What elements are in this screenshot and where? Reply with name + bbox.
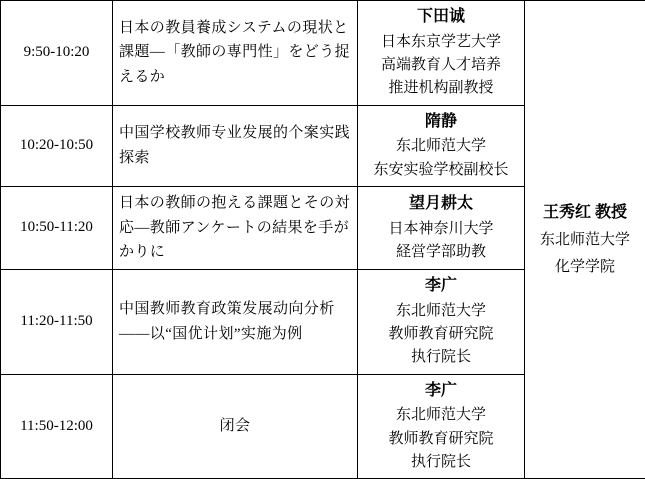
chair-name: 王秀红 教授: [531, 199, 639, 227]
session-title: 闭会: [113, 374, 358, 479]
speaker-affiliation-line: 东北师范大学: [364, 404, 518, 427]
session-time: 11:20-11:50: [1, 270, 113, 375]
session-time: 11:50-12:00: [1, 374, 113, 479]
session-speaker: [358, 105, 525, 186]
session-title: 日本の教員養成システムの現状と課題—「教師の専門性」をどう捉えるか: [113, 1, 358, 106]
speaker-affiliation-line: 経営学部助教: [364, 241, 518, 264]
session-time: 10:20-10:50: [1, 105, 113, 186]
session-chair: [525, 1, 645, 479]
speaker-name: 李广: [364, 274, 518, 299]
session-speaker: [358, 186, 525, 269]
speaker-affiliation-line: 推进机构副教授: [364, 77, 518, 100]
session-speaker: [358, 270, 525, 375]
session-time: 9:50-10:20: [1, 1, 113, 106]
speaker-name: 李广: [364, 379, 518, 404]
session-time: 10:50-11:20: [1, 186, 113, 269]
speaker-affiliation-line: 高端教育人才培养: [364, 54, 518, 77]
chair-affiliation-line: 东北师范大学: [531, 227, 639, 253]
speaker-name: 望月耕太: [364, 192, 518, 217]
speaker-name: 隋静: [364, 110, 518, 135]
chair-affiliation-line: 化学学院: [531, 254, 639, 280]
speaker-affiliation-line: 教师教育研究院: [364, 428, 518, 451]
speaker-affiliation-line: 日本神奈川大学: [364, 218, 518, 241]
speaker-affiliation-line: 东北师范大学: [364, 135, 518, 158]
session-title: 日本の教師の抱える課題とその対応—教師アンケートの結果を手がかりに: [113, 186, 358, 269]
session-title: 中国教师教育政策发展动向分析——以“国优计划”实施为例: [113, 270, 358, 375]
schedule-table-body: [1, 1, 645, 479]
speaker-affiliation-line: 执行院长: [364, 346, 518, 369]
speaker-affiliation-line: 执行院长: [364, 451, 518, 474]
session-title: 中国学校教师专业发展的个案实践探索: [113, 105, 358, 186]
session-speaker: [358, 374, 525, 479]
speaker-affiliation-line: 日本东京学艺大学: [364, 31, 518, 54]
speaker-affiliation-line: 东北师范大学: [364, 300, 518, 323]
speaker-name: 下田诚: [364, 5, 518, 30]
speaker-affiliation-line: 东安实验学校副校长: [364, 159, 518, 182]
speaker-affiliation-line: 教师教育研究院: [364, 323, 518, 346]
session-speaker: [358, 1, 525, 106]
table-row: [1, 1, 645, 106]
